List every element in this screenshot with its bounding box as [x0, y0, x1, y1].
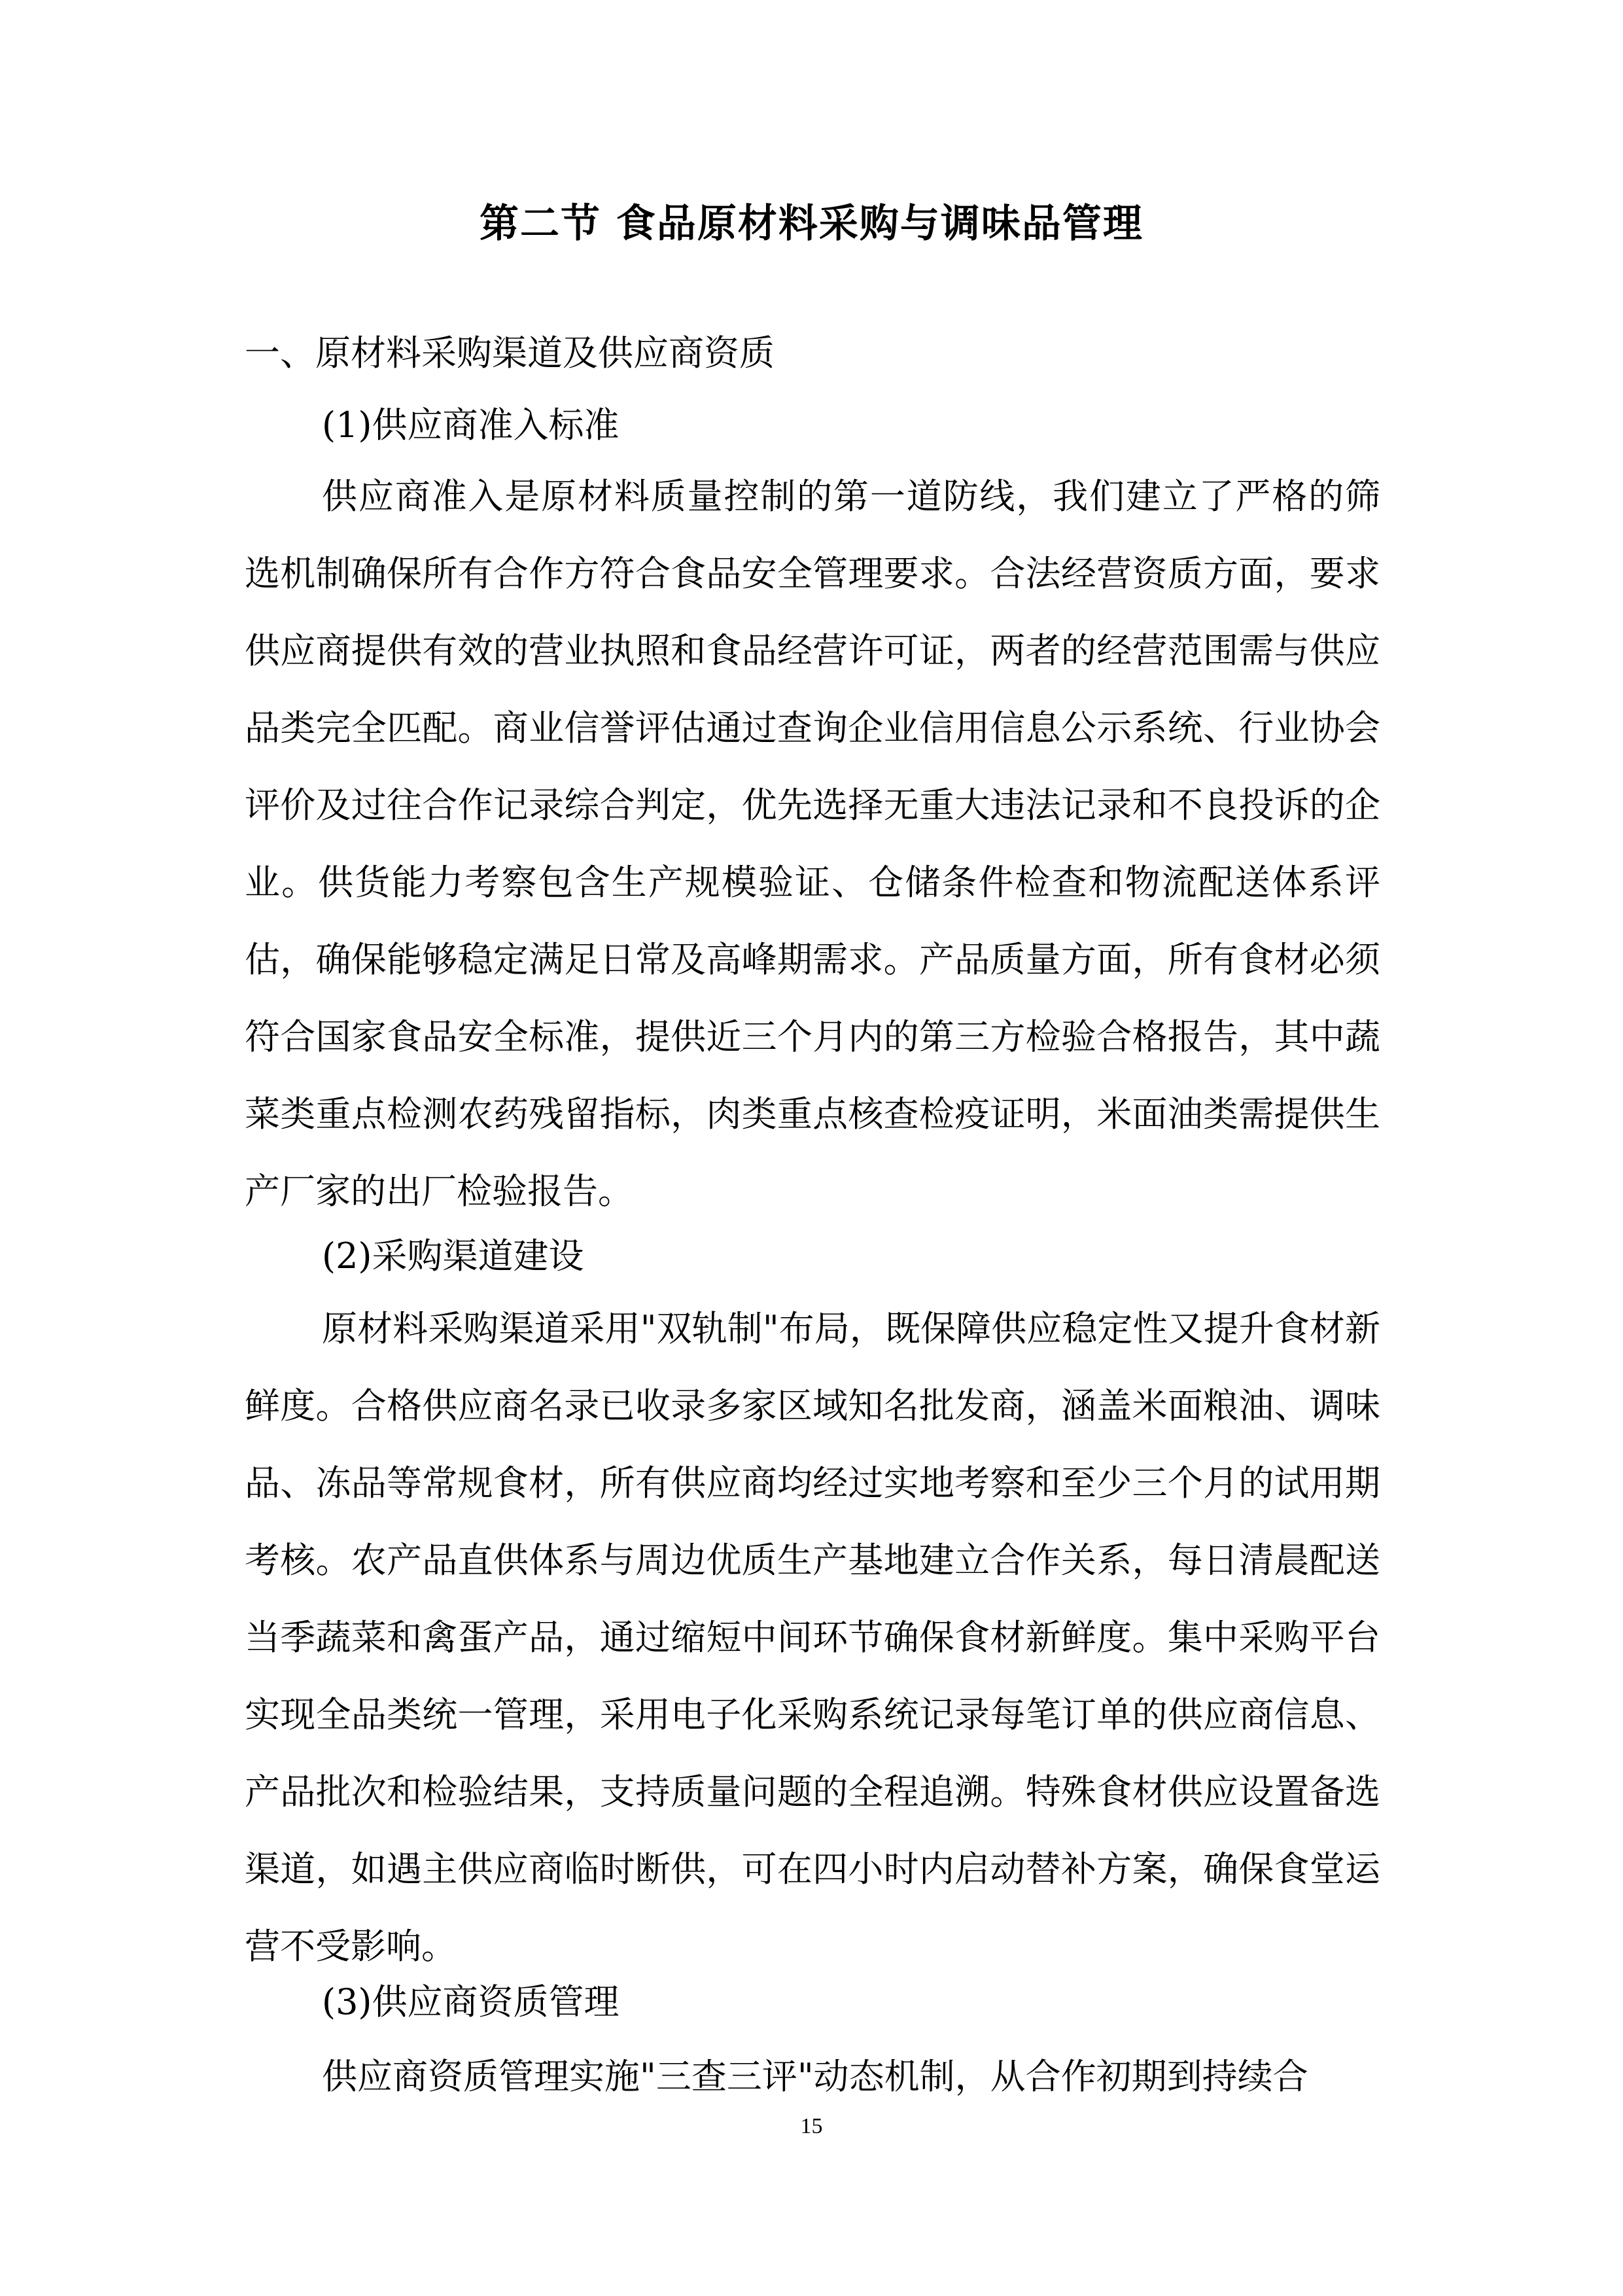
subsection-heading-2: (2)采购渠道建设: [322, 1235, 584, 1277]
section-heading: 一、原材料采购渠道及供应商资质: [245, 332, 775, 374]
subsection-heading-3: (3)供应商资质管理: [322, 1981, 620, 2022]
subsection-paragraph-1: 供应商准入是原材料质量控制的第一道防线，我们建立了严格的筛选机制确保所有合作方符合食品安全管理要求。合法经营资质方面，要求供应商提供有效的营业执照和食品经营许可证，两者的经营范围需与供应品类完全匹配。商业信誉评估通过查询企业信用信息公示系统、行业协会评价及过往合作记录综合判定，优先选择无重大违法记录和不良投诉的企业。供货能力考察包含生产规模验证、仓储条件检查和物流配送体系评估，确保能够稳定满足日常及高峰期需求。产品质量方面，所有食材必须符合国家食品安全标准，提供近三个月内的第三方检验合格报告，其中蔬菜类重点检测农药残留指标，肉类重点核查检疫证明，米面油类需提供生产厂家的出厂检验报告。: [245, 476, 1380, 1212]
subsection-paragraph-3: 供应商资质管理实施"三查三评"动态机制，从合作初期到持续合: [322, 2056, 1308, 2097]
page-number: 15: [800, 2114, 823, 2138]
subsection-paragraph-2: 原材料采购渠道采用"双轨制"布局，既保障供应稳定性又提升食材新鲜度。合格供应商名录已收录多家区域知名批发商，涵盖米面粮油、调味品、冻品等常规食材，所有供应商均经过实地考察和至少三个月的试用期考核。农产品直供体系与周边优质生产基地建立合作关系，每日清晨配送当季蔬菜和禽蛋产品，通过缩短中间环节确保食材新鲜度。集中采购平台实现全品类统一管理，采用电子化采购系统记录每笔订单的供应商信息、产品批次和检验结果，支持质量问题的全程追溯。特殊食材供应设置备选渠道，如遇主供应商临时断供，可在四小时内启动替补方案，确保食堂运营不受影响。: [245, 1308, 1380, 1967]
subsection-heading-1: (1)供应商准入标准: [322, 404, 620, 446]
page-title: 第二节 食品原材料采购与调味品管理: [480, 201, 1143, 247]
